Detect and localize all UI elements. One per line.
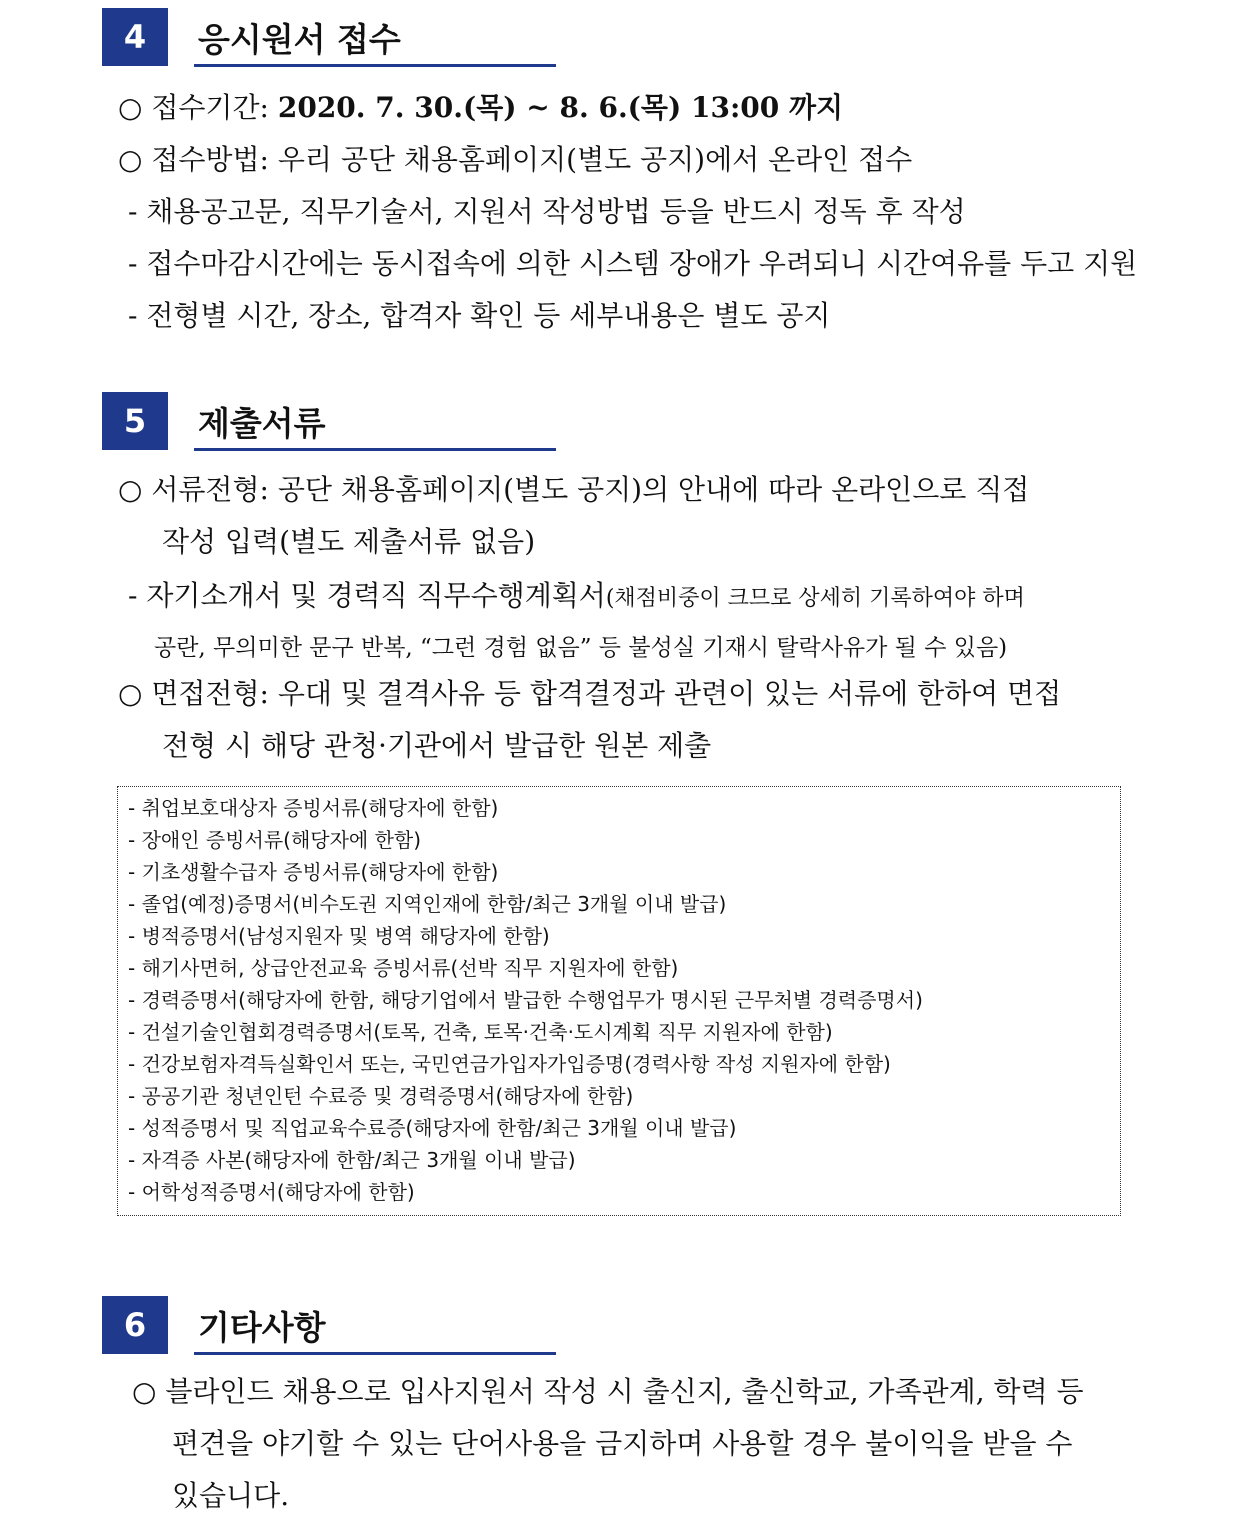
section-title: 응시원서 접수 [198, 20, 401, 59]
s4-note-1: - 채용공고문, 직무기술서, 지원서 작성방법 등을 반드시 정독 후 작성 [128, 195, 966, 228]
doc-item: - 공공기관 청년인턴 수료증 및 경력증명서(해당자에 한함) [128, 1084, 634, 1108]
section-number-badge: 6 [102, 1296, 168, 1354]
section-underline [194, 1352, 556, 1355]
doc-item: - 기초생활수급자 증빙서류(해당자에 한함) [128, 860, 499, 884]
section-4-header [102, 8, 562, 68]
s5-interview-cont: 전형 시 해당 관청·기관에서 발급한 원본 제출 [162, 729, 712, 762]
doc-item: - 어학성적증명서(해당자에 한함) [128, 1180, 415, 1204]
doc-item: - 건강보험자격득실확인서 또는, 국민연금가입자가입증명(경력사항 작성 지원자에 한함) [128, 1052, 891, 1076]
s5-self-intro [128, 578, 1025, 617]
doc-item: - 졸업(예정)증명서(비수도권 지역인재에 한함/최근 3개월 이내 발급) [128, 892, 727, 916]
required-documents-box [117, 786, 1121, 1216]
s5-document-screening-cont: 작성 입력(별도 제출서류 없음) [162, 525, 536, 558]
section-number-badge: 5 [102, 392, 168, 450]
doc-item: - 경력증명서(해당자에 한함, 해당기업에서 발급한 수행업무가 명시된 근무처별 경력증명서) [128, 988, 923, 1012]
s6-blind-hiring-end: 있습니다. [172, 1479, 290, 1512]
s5-interview: ○ 면접전형: 우대 및 결격사유 등 합격결정과 관련이 있는 서류에 한하여 면접 [118, 677, 1062, 710]
doc-item: - 장애인 증빙서류(해당자에 한함) [128, 828, 422, 852]
doc-item: - 해기사면허, 상급안전교육 증빙서류(선박 직무 지원자에 한함) [128, 956, 679, 980]
s6-blind-hiring-cont: 편견을 야기할 수 있는 단어사용을 금지하며 사용할 경우 불이익을 받을 수 [172, 1427, 1073, 1460]
s5-document-screening: ○ 서류전형: 공단 채용홈페이지(별도 공지)의 안내에 따라 온라인으로 직접 [118, 473, 1030, 506]
section-title: 제출서류 [198, 404, 326, 443]
section-number-badge: 4 [102, 8, 168, 66]
section-underline [194, 64, 556, 67]
s4-note-2: - 접수마감시간에는 동시접속에 의한 시스템 장애가 우려되니 시간여유를 두고 지원 [128, 247, 1138, 280]
section-6-header [102, 1296, 562, 1356]
section-underline [194, 448, 556, 451]
s5-self-intro-main: - 자기소개서 및 경력직 직무수행계획서 [128, 579, 606, 612]
s4-note-3: - 전형별 시간, 장소, 합격자 확인 등 세부내용은 별도 공지 [128, 299, 831, 332]
s5-self-intro-cont: 공란, 무의미한 문구 반복, “그런 경험 없음” 등 불성실 기재시 탈락사유가 될 수 있음) [154, 635, 1008, 661]
doc-item: - 자격증 사본(해당자에 한함/최근 3개월 이내 발급) [128, 1148, 576, 1172]
section-5-header [102, 392, 562, 452]
s5-self-intro-note: (채점비중이 크므로 상세히 기록하여야 하며 [605, 586, 1025, 611]
s4-period-date: 2020. 7. 30.(목) ~ 8. 6.(목) 13:00 까지 [277, 91, 844, 124]
doc-item: - 건설기술인협회경력증명서(토목, 건축, 토목·건축·도시계획 직무 지원자에 한함) [128, 1020, 833, 1044]
s6-blind-hiring: ○ 블라인드 채용으로 입사지원서 작성 시 출신지, 출신학교, 가족관계, 학력 등 [132, 1375, 1084, 1408]
doc-item: - 병적증명서(남성지원자 및 병역 해당자에 한함) [128, 924, 550, 948]
section-title: 기타사항 [198, 1308, 326, 1347]
doc-item: - 성적증명서 및 직업교육수료증(해당자에 한함/최근 3개월 이내 발급) [128, 1116, 737, 1140]
s4-method: ○ 접수방법: 우리 공단 채용홈페이지(별도 공지)에서 온라인 접수 [118, 143, 913, 176]
doc-item: - 취업보호대상자 증빙서류(해당자에 한함) [128, 796, 499, 820]
s4-period [118, 90, 843, 126]
s4-period-label: ○ 접수기간: [118, 91, 278, 124]
